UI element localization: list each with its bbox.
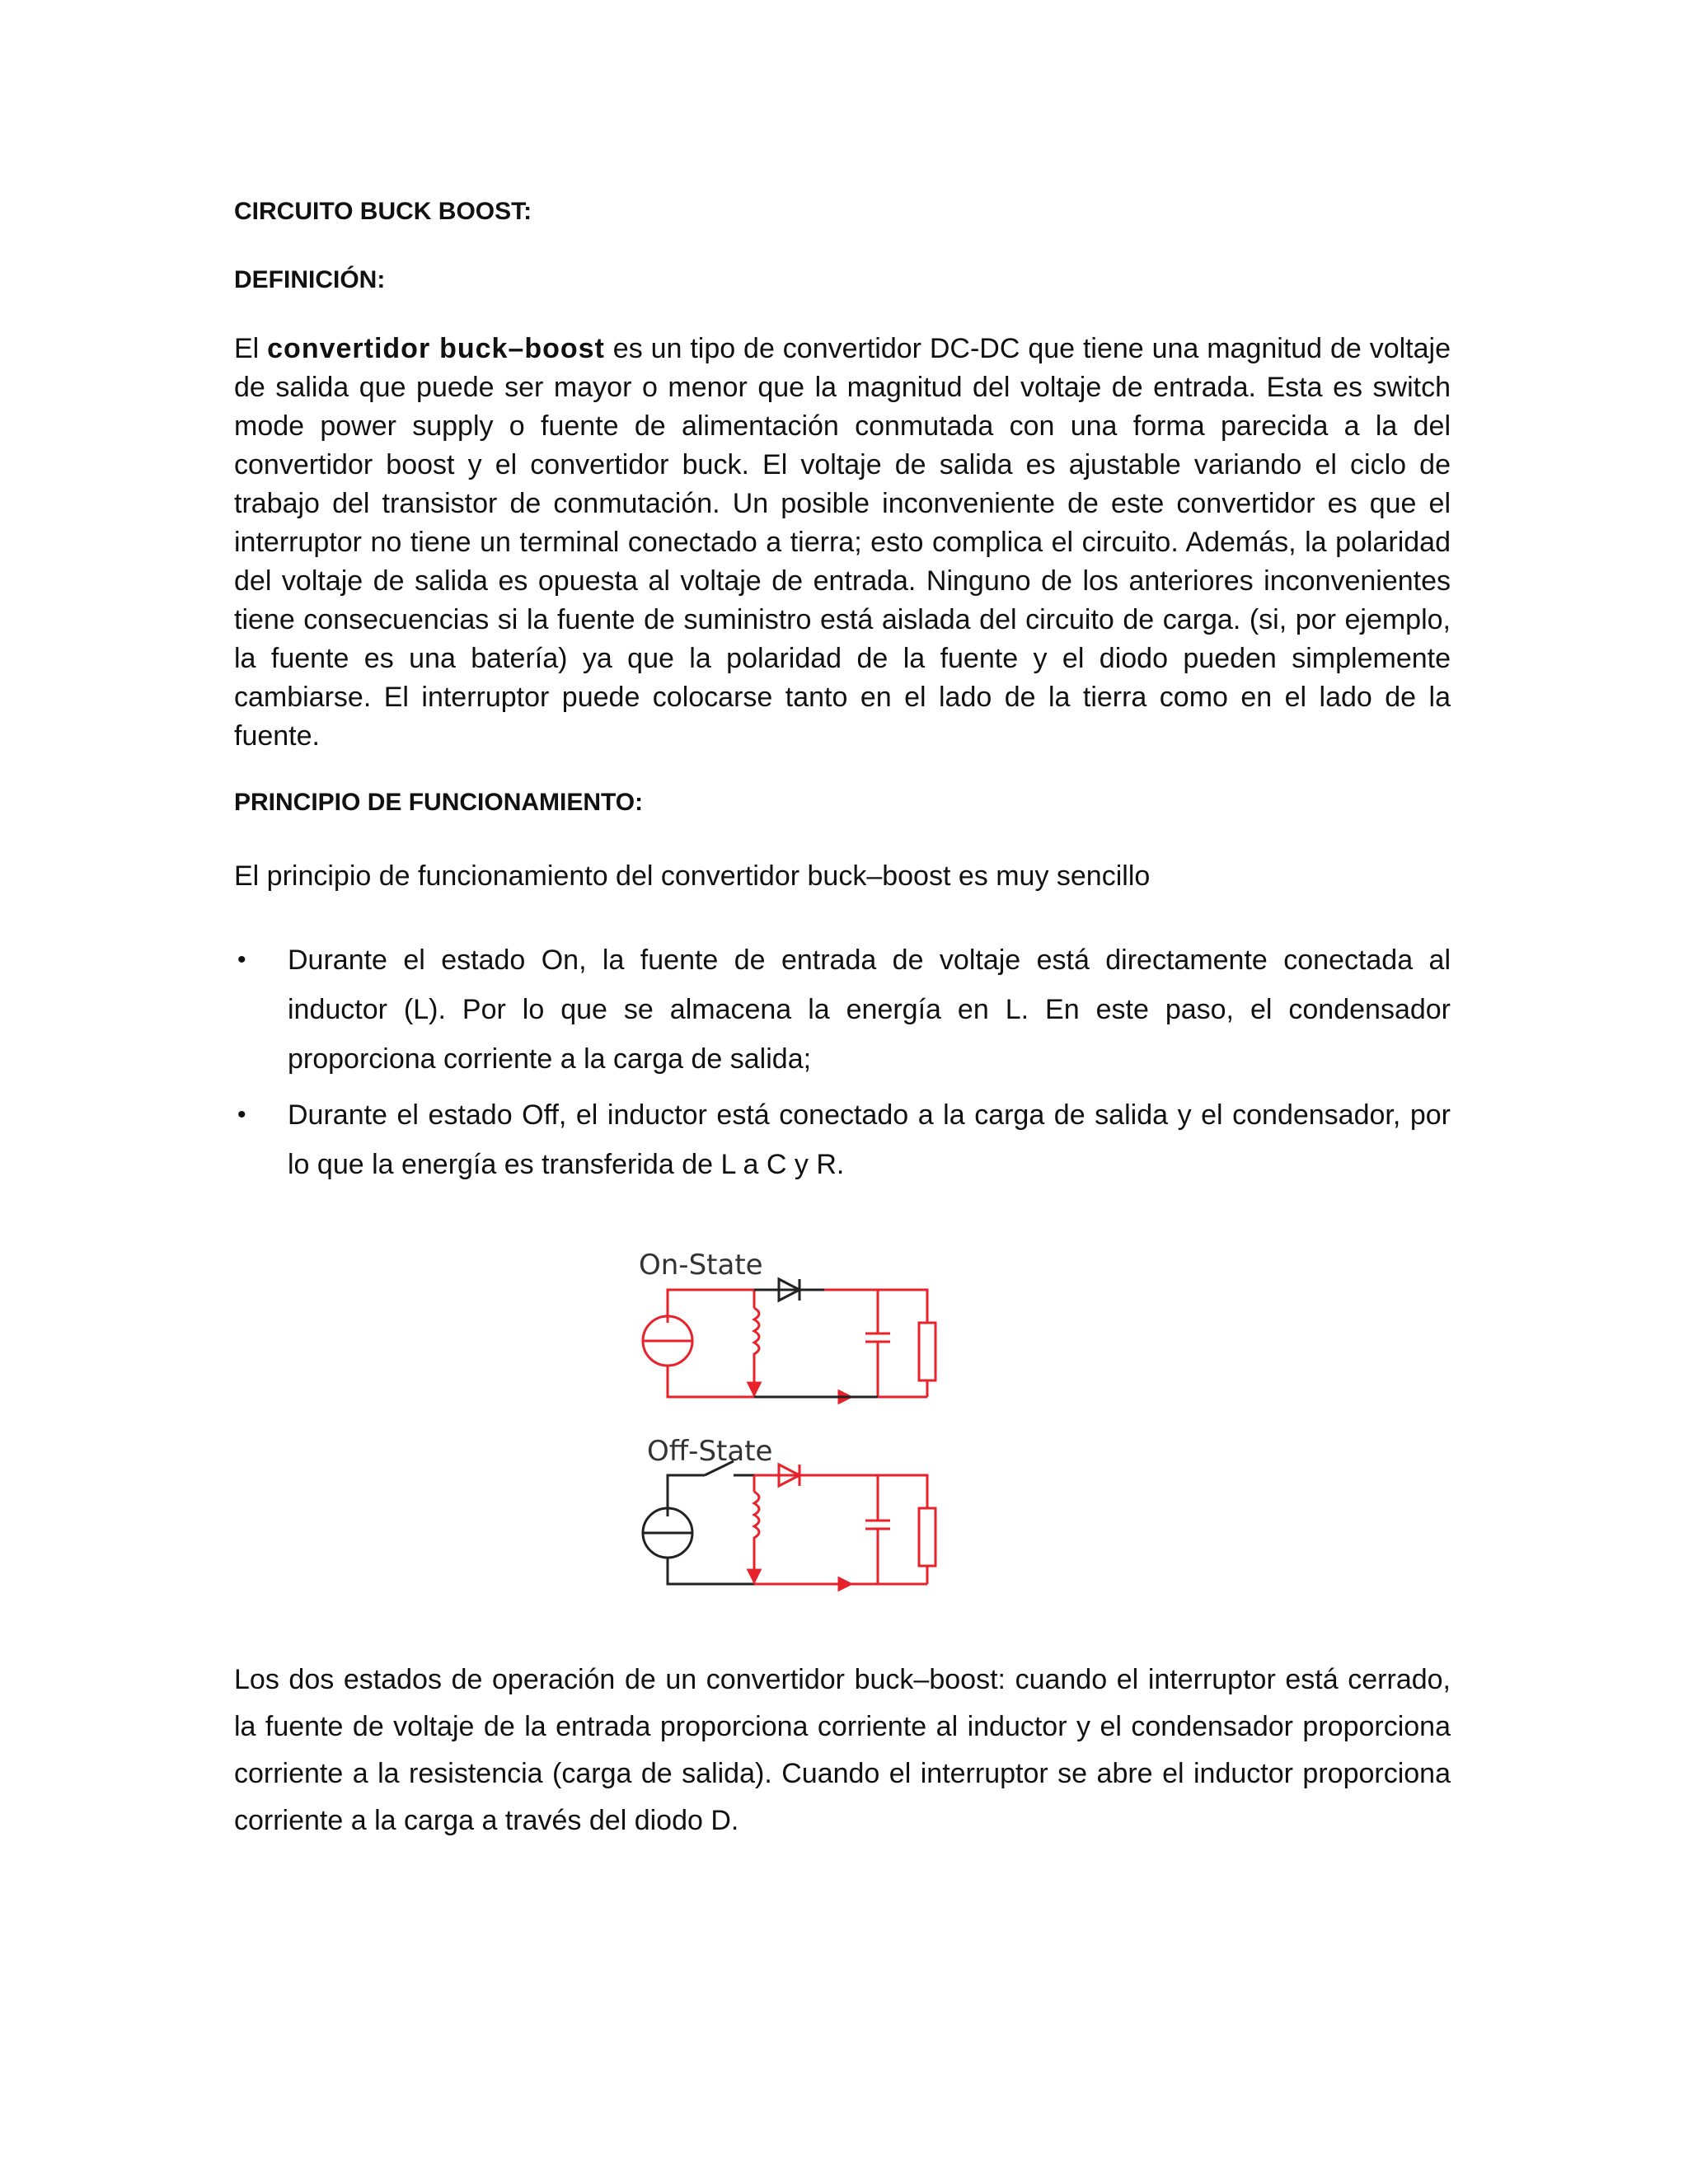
- definition-paragraph: [234, 330, 1451, 756]
- definition-bold-term: convertidor buck–boost: [267, 333, 605, 364]
- off-state-label: Off-State: [647, 1435, 773, 1468]
- principle-intro: El principio de funcionamiento del convertidor buck–boost es muy sencillo: [234, 860, 1151, 892]
- bullet-text: Durante el estado Off, el inductor está conectado a la carga de salida y el condensador, por lo que la energía es transferida de L a C y R.: [288, 1099, 1451, 1180]
- bullet-icon: •: [237, 946, 246, 973]
- definition-rest: es un tipo de convertidor DC-DC que tiene una magnitud de voltaje de salida que puede ser mayor o menor que la magnitud del voltaje de entrada. Esta es switch mode power supply o fuente de alimentación conmutada con una forma parecida a la del convertidor boost y el convertidor buck. El voltaje de salida es ajustable variando el ciclo de trabajo del transistor de conmutación. Un posible inconveniente de este convertidor es que el interruptor no tiene un terminal conectado a tierra; esto complica el circuito. Además, la polaridad del voltaje de salida es opuesta al voltaje de entrada. Ninguno de los anteriores inconvenientes tiene consecuencias si la fuente de suministro está aislada del circuito de carga. (si, por ejemplo, la fuente es una batería) ya que la polaridad de la fuente y el diodo pueden simplemente cambiarse. El interruptor puede colocarse tanto en el lado de la tierra como en el lado de la fuente.: [234, 333, 1451, 752]
- principle-bullet-list: [234, 935, 1451, 1196]
- bullet-icon: •: [237, 1101, 246, 1128]
- list-item: [234, 1090, 1451, 1189]
- off-state-circuit: [643, 1461, 935, 1590]
- definition-intro: El: [234, 333, 268, 364]
- buck-boost-circuit-diagram: [626, 1244, 1055, 1632]
- principle-heading: PRINCIPIO DE FUNCIONAMIENTO:: [234, 789, 644, 816]
- figure-caption: Los dos estados de operación de un convertidor buck–boost: cuando el interruptor está cerrado, la fuente de voltaje de la entrada proporciona corriente al inductor y el condensador proporciona corriente a la resistencia (carga de salida). Cuando el interruptor se abre el inductor proporciona corriente a la carga a través del diodo D.: [234, 1664, 1451, 1836]
- on-state-inactive-path: [754, 1279, 878, 1397]
- on-inductor-arrow-icon: [748, 1383, 760, 1394]
- document-title: CIRCUITO BUCK BOOST:: [234, 198, 532, 225]
- off-output-arrow-icon: [839, 1578, 851, 1590]
- off-state-active-path: [748, 1465, 935, 1590]
- off-state-inactive-path: [643, 1461, 754, 1584]
- off-inductor-arrow-icon: [748, 1570, 760, 1582]
- on-state-active-path: [643, 1290, 935, 1403]
- list-item: [234, 935, 1451, 1084]
- on-state-label: On-State: [639, 1249, 763, 1282]
- bullet-text: Durante el estado On, la fuente de entrada de voltaje está directamente conectada al inductor (L). Por lo que se almacena la energía en L. En este paso, el condensador proporciona corriente a la carga de salida;: [288, 944, 1451, 1075]
- on-state-circuit: [643, 1279, 935, 1403]
- definition-heading: DEFINICIÓN:: [234, 266, 386, 293]
